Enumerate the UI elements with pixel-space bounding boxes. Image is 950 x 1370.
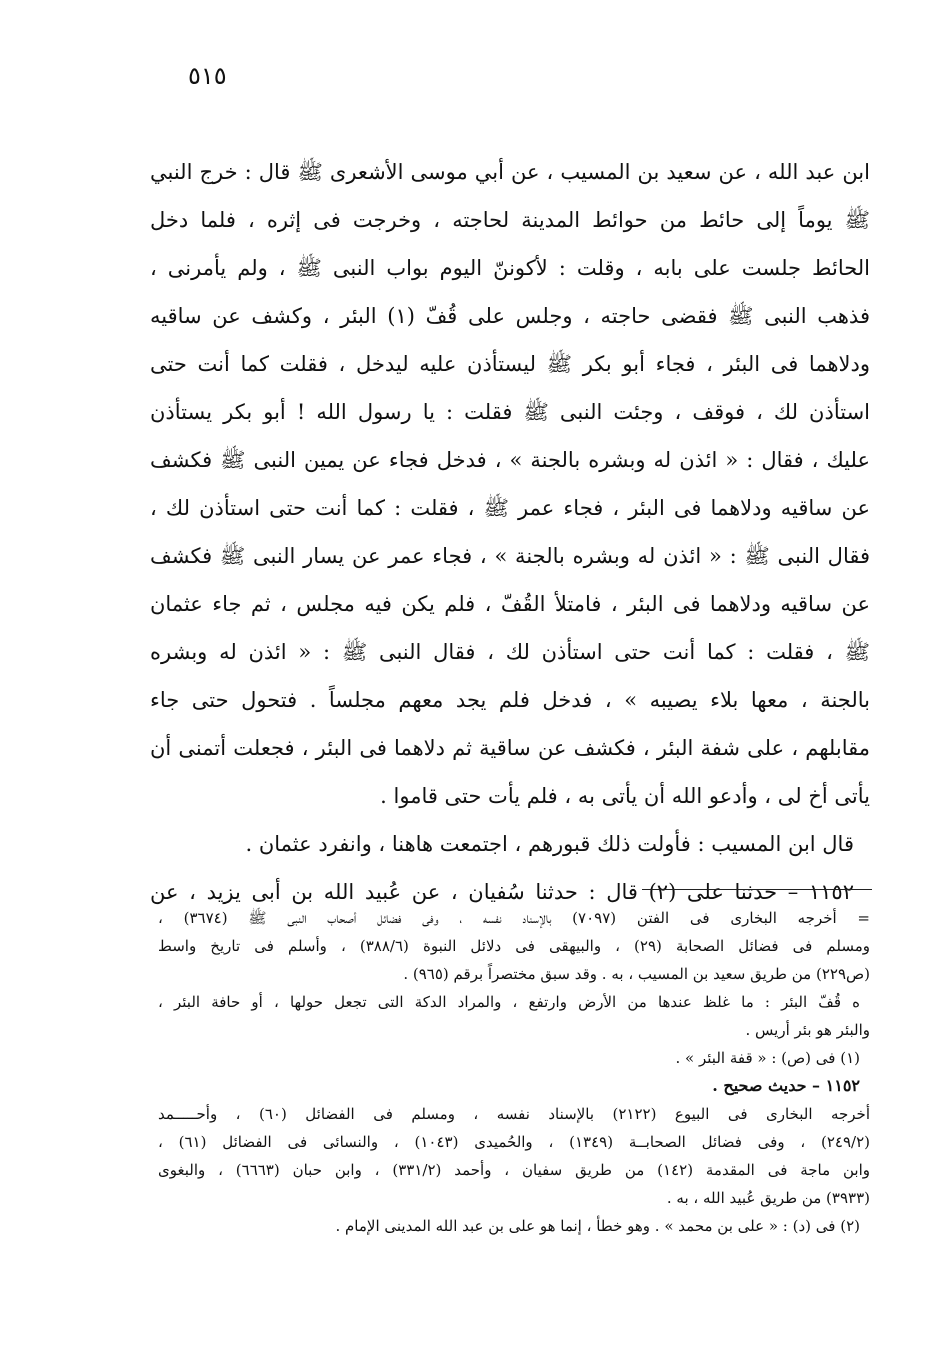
footnote-line: ه قُفّ البئر : ما غلظ عندها من الأرض وارتفع ، والمراد الدكة التى تجعل حولها ، أو حافة البئر ، bbox=[158, 993, 860, 1011]
footnote-line: = أخرجه البخارى فى الفتن (٧٠٩٧) بالإسناد نفسه ، وفى فضائل أصحاب النبى ﷺ (٣٦٧٤) ، bbox=[158, 909, 870, 927]
footnote-line: (ص٢٢٩) من طريق سعيد بن المسيب ، به . وقد سبق مختصراً برقم (٩٦٥) . bbox=[403, 965, 870, 983]
main-text-line: استأذن لك ، فوقف ، وجئت النبى ﷺ فقلت : يا رسول الله ! أبو بكر يستأذن bbox=[150, 400, 870, 424]
footnote-heading: ١١٥٢ – حديث صحيح . bbox=[712, 1076, 860, 1095]
main-text-line: الحائط جلست على بابه ، وقلت : لأكوننّ اليوم بواب النبى ﷺ ، ولم يأمرنى ، bbox=[150, 256, 870, 280]
hadith-heading-line: ١١٥٢ – حدثنا على (٢) قال : حدثنا سُفيان ، عن عُبيد الله بن أبى يزيد ، عن bbox=[150, 880, 854, 904]
footnote-line: ومسلم فى فضائل الصحابة (٢٩) ، والبيهقى فى دلائل النبوة (٣٨٨/٦) ، وأسلم فى تاريخ واسط bbox=[158, 937, 870, 955]
footnote-separator bbox=[642, 889, 872, 890]
main-text-line: قال ابن المسيب : فأولت ذلك قبورهم ، اجتمعت هاهنا ، وانفرد عثمان . bbox=[245, 832, 854, 856]
main-text-line: فقال النبى ﷺ : « ائذن له وبشره بالجنة » ، فجاء عمر عن يسار النبى ﷺ فكشف bbox=[150, 544, 870, 568]
main-text-line: مقابلهم ، على شفة البئر ، فكشف عن ساقية ثم دلاهما فى البئر ، فجعلت أتمنى أن bbox=[150, 736, 870, 760]
main-text-line: ابن عبد الله ، عن سعيد بن المسيب ، عن أبي موسى الأشعرى ﷺ قال : خرج النبي bbox=[150, 160, 870, 184]
main-text bbox=[150, 148, 870, 916]
main-text-line: بالجنة ، معها بلاء يصيبه » ، فدخل فلم يجد معهم مجلساً . فتحول حتى جاء bbox=[150, 688, 870, 712]
main-text-line: فذهب النبى ﷺ فقضى حاجته ، وجلس على قُفّ (١) البئر ، وكشف عن ساقيه bbox=[150, 304, 870, 328]
main-text-line: ودلاهما فى البئر ، فجاء أبو بكر ﷺ ليستأذن عليه ليدخل ، فقلت كما أنت حتى bbox=[150, 352, 870, 376]
footnote-line: (١) فى (ص) : « قفة البئر » . bbox=[675, 1049, 860, 1067]
footnote-line: (٢) فى (د) : « على بن محمد » . وهو خطأ ، إنما هو على بن عبد الله المدينى الإمام . bbox=[335, 1217, 860, 1235]
main-text-line: عن ساقيه ودلاهما فى البئر ، فجاء عمر ﷺ ، فقلت : كما أنت حتى استأذن لك ، bbox=[150, 496, 870, 520]
main-text-line: ﷺ يوماً إلى حائط من حوائط المدينة لحاجته ، وخرجت فى إثره ، فلما دخل bbox=[150, 208, 870, 232]
footnote-line: والبئر هو بئر أريس . bbox=[745, 1021, 870, 1039]
footnote-line: (٢٤٩/٢) ، وفى فضائل الصحابــة (١٣٤٩) ، والحُميدى (١٠٤٣) ، والنسائى فى الفضائل (٦١) ، bbox=[158, 1133, 870, 1151]
footnote-line: وابن ماجة فى المقدمة (١٤٢) من طريق سفيان ، وأحمد (٣٣١/٢) ، وابن حبان (٦٦٦٣) ، والبغوى bbox=[158, 1161, 870, 1179]
footnote-line: أخرجه البخارى فى البيوع (٢١٢٢) بالإسناد نفسه ، ومسلم فى الفضائل (٦٠) ، وأحـــــمد bbox=[158, 1105, 870, 1123]
main-text-line: ﷺ ، فقلت : كما أنت حتى استأذن لك ، فقال النبى ﷺ : « ائذن له وبشره bbox=[150, 640, 870, 664]
main-text-line: يأتى أخ لى ، وأدعو الله أن يأتى به ، فلم يأت حتى قاموا . bbox=[380, 784, 870, 808]
page-number: ٥١٥ bbox=[188, 62, 227, 90]
footnotes bbox=[158, 904, 870, 1240]
footnote-line: (٣٩٣٣) من طريق عُبيد الله ، به . bbox=[666, 1189, 870, 1207]
main-text-line: عن ساقيه ودلاهما فى البئر ، فامتلأ القُفّ ، فلم يكن فيه مجلس ، ثم جاء عثمان bbox=[150, 592, 870, 616]
main-text-line: عليك ، فقال : « ائذن له وبشره بالجنة » ، فدخل فجاء عن يمين النبى ﷺ فكشف bbox=[150, 448, 870, 472]
